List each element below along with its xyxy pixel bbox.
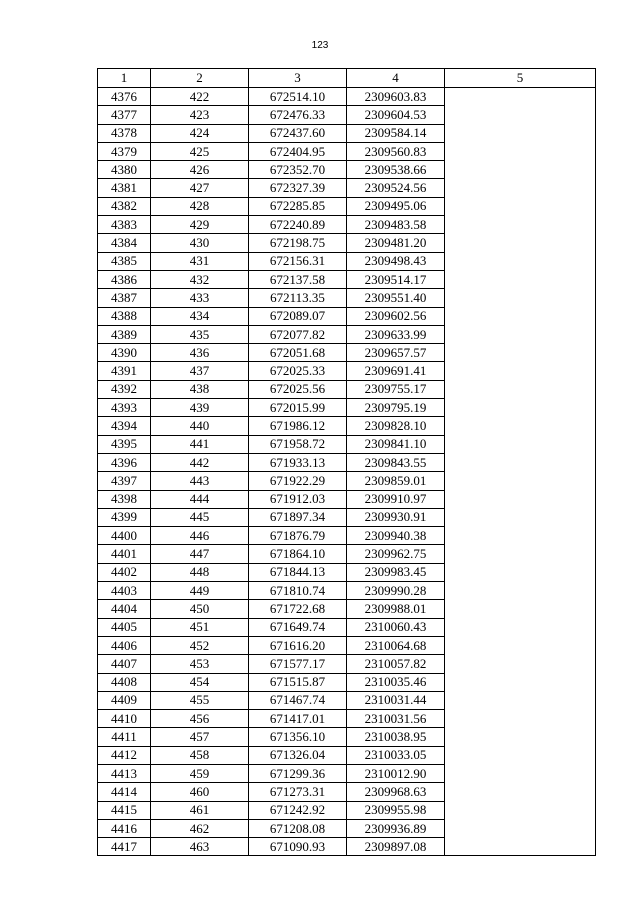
table-cell-col2: 429 (151, 216, 249, 234)
table-cell-col1: 4389 (98, 325, 151, 343)
table-cell-col1: 4395 (98, 435, 151, 453)
table-cell-col2: 426 (151, 161, 249, 179)
table-cell-col1: 4385 (98, 252, 151, 270)
table-cell-col2: 454 (151, 673, 249, 691)
table-cell-col4: 2309602.56 (347, 307, 445, 325)
table-cell-col3: 671933.13 (249, 453, 347, 471)
table-cell-col4: 2309691.41 (347, 362, 445, 380)
table-cell-col1: 4407 (98, 655, 151, 673)
table-cell-col2: 434 (151, 307, 249, 325)
table-cell-col3: 671649.74 (249, 618, 347, 636)
table-cell-col4: 2309551.40 (347, 289, 445, 307)
table-cell-col2: 446 (151, 527, 249, 545)
table-cell-col4: 2309841.10 (347, 435, 445, 453)
column-header-2: 2 (151, 69, 249, 88)
table-cell-col4: 2309990.28 (347, 582, 445, 600)
table-cell-col3: 671897.34 (249, 508, 347, 526)
table-cell-col2: 430 (151, 234, 249, 252)
table-cell-col5 (445, 88, 596, 856)
table-cell-col1: 4412 (98, 746, 151, 764)
table-cell-col1: 4379 (98, 142, 151, 160)
table-cell-col4: 2310035.46 (347, 673, 445, 691)
table-row (98, 88, 596, 106)
page-number: 123 (311, 40, 329, 51)
table-cell-col4: 2309897.08 (347, 838, 445, 856)
table-cell-col3: 671876.79 (249, 527, 347, 545)
table-cell-col2: 441 (151, 435, 249, 453)
column-header-5: 5 (445, 69, 596, 88)
table-cell-col4: 2309560.83 (347, 142, 445, 160)
table-cell-col2: 455 (151, 691, 249, 709)
table-cell-col2: 422 (151, 88, 249, 106)
table-cell-col2: 436 (151, 344, 249, 362)
column-header-3: 3 (249, 69, 347, 88)
table-cell-col4: 2309962.75 (347, 545, 445, 563)
table-header-row (98, 69, 596, 88)
table-cell-col4: 2309936.89 (347, 819, 445, 837)
table-cell-col4: 2309983.45 (347, 563, 445, 581)
table-cell-col3: 671912.03 (249, 490, 347, 508)
table-cell-col1: 4377 (98, 106, 151, 124)
table-cell-col1: 4387 (98, 289, 151, 307)
table-cell-col1: 4378 (98, 124, 151, 142)
table-cell-col1: 4414 (98, 783, 151, 801)
table-cell-col2: 460 (151, 783, 249, 801)
table-cell-col4: 2310057.82 (347, 655, 445, 673)
table-cell-col1: 4390 (98, 344, 151, 362)
table-cell-col1: 4399 (98, 508, 151, 526)
table-cell-col2: 435 (151, 325, 249, 343)
table-cell-col1: 4405 (98, 618, 151, 636)
table-cell-col1: 4400 (98, 527, 151, 545)
table-cell-col1: 4382 (98, 197, 151, 215)
table-cell-col4: 2309514.17 (347, 270, 445, 288)
table-cell-col3: 671577.17 (249, 655, 347, 673)
table-cell-col2: 439 (151, 399, 249, 417)
table-cell-col4: 2309955.98 (347, 801, 445, 819)
table-cell-col2: 461 (151, 801, 249, 819)
table-cell-col2: 440 (151, 417, 249, 435)
table-cell-col2: 444 (151, 490, 249, 508)
table-cell-col3: 672156.31 (249, 252, 347, 270)
table-cell-col4: 2309584.14 (347, 124, 445, 142)
table-cell-col4: 2309633.99 (347, 325, 445, 343)
table-cell-col1: 4381 (98, 179, 151, 197)
table-cell-col1: 4384 (98, 234, 151, 252)
table-cell-col1: 4392 (98, 380, 151, 398)
table-cell-col3: 672089.07 (249, 307, 347, 325)
table-cell-col1: 4402 (98, 563, 151, 581)
table-cell-col1: 4411 (98, 728, 151, 746)
coordinates-table (97, 68, 596, 856)
table-cell-col1: 4394 (98, 417, 151, 435)
table-cell-col1: 4376 (98, 88, 151, 106)
table-cell-col3: 671090.93 (249, 838, 347, 856)
table-cell-col3: 672015.99 (249, 399, 347, 417)
table-cell-col4: 2310060.43 (347, 618, 445, 636)
table-cell-col1: 4397 (98, 472, 151, 490)
table-cell-col2: 456 (151, 710, 249, 728)
table-cell-col3: 671273.31 (249, 783, 347, 801)
table-cell-col2: 452 (151, 636, 249, 654)
table-cell-col4: 2310031.56 (347, 710, 445, 728)
table-cell-col3: 671208.08 (249, 819, 347, 837)
table-cell-col3: 672240.89 (249, 216, 347, 234)
table-cell-col3: 672025.56 (249, 380, 347, 398)
table-cell-col4: 2309657.57 (347, 344, 445, 362)
table-cell-col1: 4386 (98, 270, 151, 288)
table-cell-col1: 4396 (98, 453, 151, 471)
table-cell-col2: 438 (151, 380, 249, 398)
table-cell-col4: 2309498.43 (347, 252, 445, 270)
table-cell-col1: 4383 (98, 216, 151, 234)
table-cell-col4: 2309828.10 (347, 417, 445, 435)
table-cell-col3: 671356.10 (249, 728, 347, 746)
table-cell-col2: 443 (151, 472, 249, 490)
table-cell-col3: 671922.29 (249, 472, 347, 490)
table-cell-col1: 4409 (98, 691, 151, 709)
table-cell-col4: 2310038.95 (347, 728, 445, 746)
table-cell-col3: 671844.13 (249, 563, 347, 581)
table-cell-col2: 447 (151, 545, 249, 563)
table-cell-col2: 462 (151, 819, 249, 837)
table-cell-col3: 672352.70 (249, 161, 347, 179)
table-cell-col2: 423 (151, 106, 249, 124)
table-cell-col2: 424 (151, 124, 249, 142)
table-cell-col2: 431 (151, 252, 249, 270)
table-cell-col3: 672437.60 (249, 124, 347, 142)
table-cell-col3: 671467.74 (249, 691, 347, 709)
table-cell-col2: 433 (151, 289, 249, 307)
table-body (98, 88, 596, 856)
table-cell-col3: 672476.33 (249, 106, 347, 124)
column-header-1: 1 (98, 69, 151, 88)
table-cell-col4: 2310064.68 (347, 636, 445, 654)
table-cell-col3: 671299.36 (249, 764, 347, 782)
table-cell-col4: 2309604.53 (347, 106, 445, 124)
table-cell-col3: 671616.20 (249, 636, 347, 654)
table-cell-col3: 671515.87 (249, 673, 347, 691)
table-cell-col4: 2309930.91 (347, 508, 445, 526)
table-cell-col3: 672404.95 (249, 142, 347, 160)
table-cell-col3: 671986.12 (249, 417, 347, 435)
table-cell-col1: 4417 (98, 838, 151, 856)
table-cell-col4: 2309843.55 (347, 453, 445, 471)
table-cell-col2: 428 (151, 197, 249, 215)
table-cell-col2: 451 (151, 618, 249, 636)
table-cell-col2: 449 (151, 582, 249, 600)
table-cell-col2: 459 (151, 764, 249, 782)
table-cell-col4: 2310031.44 (347, 691, 445, 709)
table-cell-col4: 2309538.66 (347, 161, 445, 179)
table-cell-col3: 671810.74 (249, 582, 347, 600)
table-cell-col3: 672077.82 (249, 325, 347, 343)
table-cell-col3: 672327.39 (249, 179, 347, 197)
table-cell-col2: 448 (151, 563, 249, 581)
table-cell-col1: 4401 (98, 545, 151, 563)
column-header-4: 4 (347, 69, 445, 88)
table-cell-col4: 2309603.83 (347, 88, 445, 106)
table-cell-col3: 671958.72 (249, 435, 347, 453)
table-cell-col1: 4398 (98, 490, 151, 508)
table-cell-col2: 453 (151, 655, 249, 673)
table-cell-col1: 4388 (98, 307, 151, 325)
table-cell-col3: 672025.33 (249, 362, 347, 380)
table-cell-col4: 2309795.19 (347, 399, 445, 417)
table-cell-col4: 2309483.58 (347, 216, 445, 234)
table-cell-col1: 4380 (98, 161, 151, 179)
table-cell-col4: 2309859.01 (347, 472, 445, 490)
table-cell-col3: 671722.68 (249, 600, 347, 618)
table-cell-col1: 4403 (98, 582, 151, 600)
table-cell-col1: 4410 (98, 710, 151, 728)
table-cell-col4: 2309495.06 (347, 197, 445, 215)
table-cell-col1: 4416 (98, 819, 151, 837)
table-cell-col1: 4393 (98, 399, 151, 417)
table-cell-col3: 672198.75 (249, 234, 347, 252)
table-cell-col3: 671864.10 (249, 545, 347, 563)
table-cell-col3: 672137.58 (249, 270, 347, 288)
table-cell-col4: 2309524.56 (347, 179, 445, 197)
table-cell-col2: 458 (151, 746, 249, 764)
table-cell-col4: 2310033.05 (347, 746, 445, 764)
table-cell-col4: 2309988.01 (347, 600, 445, 618)
table-cell-col3: 672514.10 (249, 88, 347, 106)
table-cell-col1: 4408 (98, 673, 151, 691)
table-cell-col1: 4406 (98, 636, 151, 654)
table-cell-col4: 2309755.17 (347, 380, 445, 398)
table-cell-col2: 463 (151, 838, 249, 856)
table-cell-col4: 2309940.38 (347, 527, 445, 545)
table-cell-col4: 2310012.90 (347, 764, 445, 782)
table-cell-col4: 2309481.20 (347, 234, 445, 252)
table-cell-col1: 4404 (98, 600, 151, 618)
table-cell-col2: 457 (151, 728, 249, 746)
table-cell-col2: 432 (151, 270, 249, 288)
table-cell-col3: 671326.04 (249, 746, 347, 764)
table-cell-col2: 437 (151, 362, 249, 380)
table-cell-col3: 672113.35 (249, 289, 347, 307)
table-cell-col4: 2309910.97 (347, 490, 445, 508)
table-cell-col2: 425 (151, 142, 249, 160)
table-cell-col3: 671242.92 (249, 801, 347, 819)
table-cell-col3: 671417.01 (249, 710, 347, 728)
table-cell-col2: 445 (151, 508, 249, 526)
table-cell-col3: 672285.85 (249, 197, 347, 215)
table-cell-col2: 442 (151, 453, 249, 471)
table-cell-col4: 2309968.63 (347, 783, 445, 801)
table-cell-col2: 427 (151, 179, 249, 197)
table-cell-col1: 4415 (98, 801, 151, 819)
table-cell-col1: 4413 (98, 764, 151, 782)
table-cell-col2: 450 (151, 600, 249, 618)
table-cell-col3: 672051.68 (249, 344, 347, 362)
table-cell-col1: 4391 (98, 362, 151, 380)
